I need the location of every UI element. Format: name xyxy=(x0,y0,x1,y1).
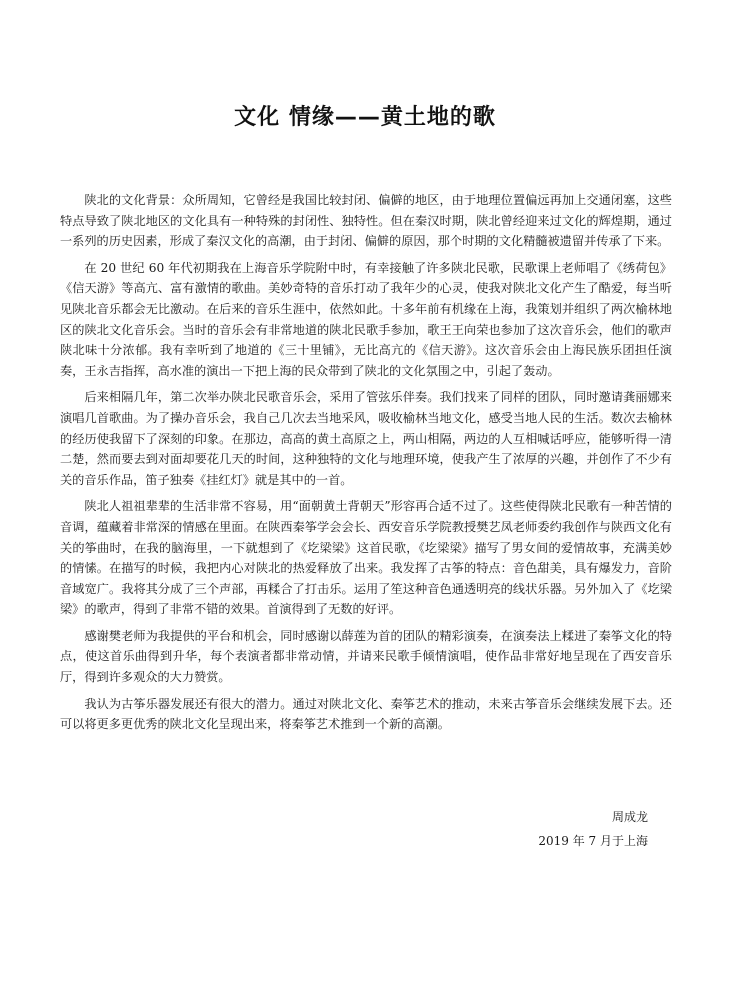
signature-date: 2019 年 7 月于上海 xyxy=(538,834,648,848)
author-name: 周成龙 xyxy=(611,810,648,824)
paragraph-2: 在 20 世纪 60 年代初期我在上海音乐学院附中时，有幸接触了许多陕北民歌，民歌课上老师唱了《绣荷包》《信天游》等高亢、富有激情的歌曲。美妙奇特的音乐打动了我年少的心灵，使我对陕北文化产生了酷爱，每当听见陕北音乐都会无比激动。在后来的音乐生涯中，依然如此。十多年前有机缘在上海，我策划并组织了两次榆林地区的陕北文化音乐会。当时的音乐会有非常地道的陕北民歌手参加，歌王王向荣也参加了这次音乐会，他们的歌声陕北味十分浓郁。我有幸听到了地道的《三十里铺》，无比高亢的《信天游》。这次音乐会由上海民族乐团担任演奏，王永吉指挥，高水准的演出一下把上海的民众带到了陕北的文化氛围之中，引起了轰动。 xyxy=(60,260,672,378)
paragraph-3: 后来相隔几年，第二次举办陕北民歌音乐会，采用了管弦乐伴奏。我们找来了同样的团队，同时邀请龚丽娜来演唱几首歌曲。为了操办音乐会，我自己几次去当地采风，吸收榆林当地文化，感受当地人民的生活。数次去榆林的经历使我留下了深刻的印象。在那边，高高的黄土高原之上，两山相隔，两边的人互相喊话呼应，能够听得一清二楚，然而要去到对面却要花几天的时间，这种独特的文化与地理环境，使我产生了浓厚的兴趣，并创作了不少有关的音乐作品，笛子独奏《挂红灯》就是其中的一首。 xyxy=(60,390,672,487)
paragraph-1: 陕北的文化背景：众所周知，它曾经是我国比较封闭、偏僻的地区，由于地理位置偏远再加上交通闭塞，这些特点导致了陕北地区的文化具有一种特殊的封闭性、独特性。但在秦汉时期，陕北曾经迎来过文化的辉煌期，通过一系列的历史因素，形成了秦汉文化的高潮，由于封闭、偏僻的原因，那个时期的文化精髓被遗留并传承了下来。 xyxy=(60,193,672,249)
page-title: 文化 情缘——黄土地的歌 xyxy=(234,105,496,130)
paragraph-5: 感谢樊老师为我提供的平台和机会，同时感谢以薛莲为首的团队的精彩演奏，在演奏法上糅进了秦筝文化的特点，使这首乐曲得到升华，每个表演者都非常动情，并请来民歌手倾情演唱，使作品非常好地呈现在了西安音乐厅，得到许多观众的大力赞赏。 xyxy=(60,628,672,685)
signature-block xyxy=(538,805,648,853)
article-body xyxy=(60,190,672,741)
paragraph-6: 我认为古筝乐器发展还有很大的潜力。通过对陕北文化、秦筝艺术的推动，未来古筝音乐会继续发展下去。还可以将更多更优秀的陕北文化呈现出来，将秦筝艺术推到一个新的高潮。 xyxy=(60,696,672,732)
paragraph-4: 陕北人祖祖辈辈的生活非常不容易，用“面朝黄土背朝天”形容再合适不过了。这些使得陕北民歌有一种苦情的音调，蕴藏着非常深的情感在里面。在陕西秦筝学会会长、西安音乐学院教授樊艺凤老师委约我创作与陕西文化有关的筝曲时，在我的脑海里，一下就想到了《圪梁梁》这首民歌，《圪梁梁》描写了男女间的爱情故事，充满美妙的情愫。在描写的时候，我把内心对陕北的热爱释放了出来。我发挥了古筝的特点：音色甜美，具有爆发力，音阶音域宽广。我将其分成了三个声部，再糅合了打击乐。运用了笙这种音色通透明亮的线状乐器。另外加入了《圪梁梁》的歌声，得到了非常不错的效果。首演得到了无数的好评。 xyxy=(60,499,672,617)
